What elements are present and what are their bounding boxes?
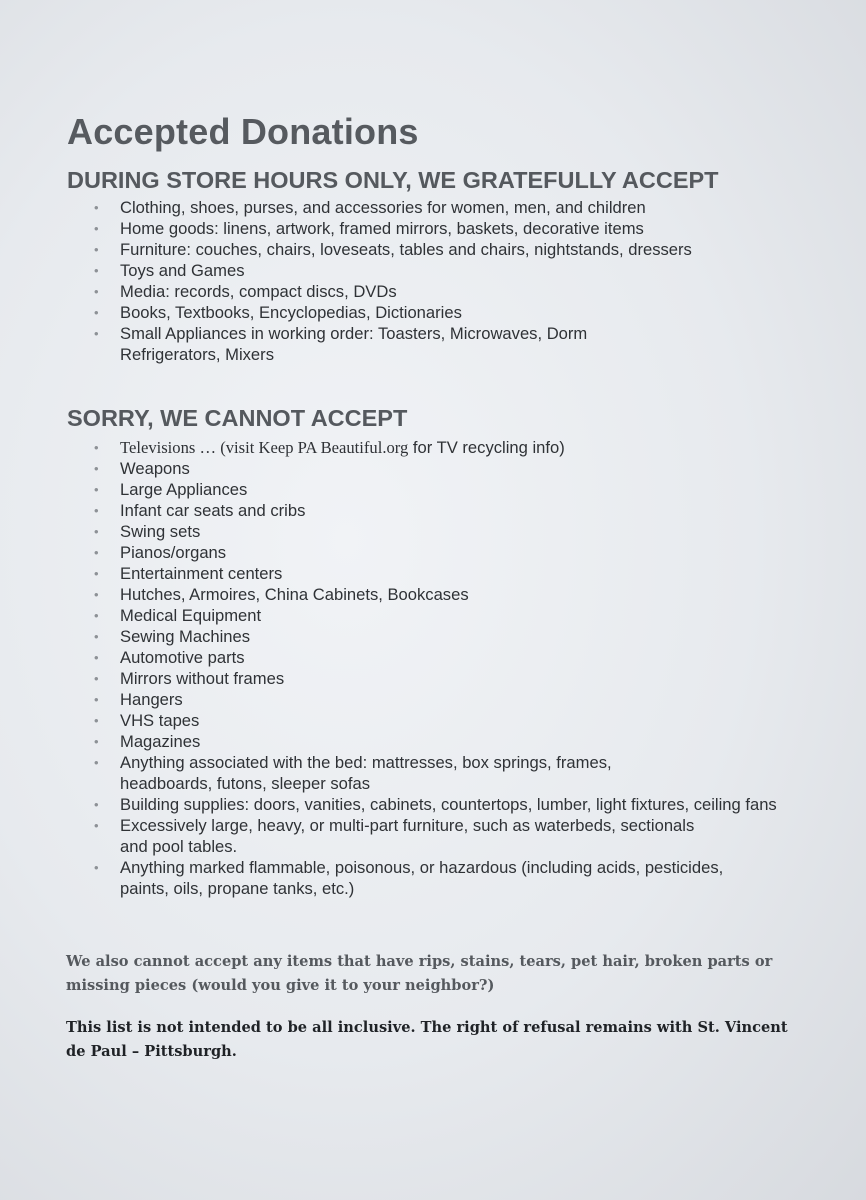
accepted-heading: DURING STORE HOURS ONLY, WE GRATEFULLY ACCEPT <box>67 167 719 193</box>
list-item: • Books, Textbooks, Encyclopedias, Dictionaries <box>94 302 794 323</box>
list-item: • Media: records, compact discs, DVDs <box>94 281 794 302</box>
page-title: Accepted Donations <box>67 111 419 152</box>
list-item: • Clothing, shoes, purses, and accessories for women, men, and children <box>94 197 794 218</box>
condition-note: We also cannot accept any items that have rips, stains, tears, pet hair, broken parts or missing pieces (would you give it to your neighbor?) <box>66 953 773 994</box>
list-item: • Automotive parts <box>94 647 794 668</box>
televisions-link-text: Televisions … (visit Keep PA Beautiful.org <box>120 438 409 457</box>
list-item: • Weapons <box>94 458 794 479</box>
list-item: • Building supplies: doors, vanities, cabinets, countertops, lumber, light fixtures, ceiling fans <box>94 794 810 815</box>
list-item: • VHS tapes <box>94 710 794 731</box>
list-item: • Hutches, Armoires, China Cabinets, Bookcases <box>94 584 794 605</box>
list-item: • Infant car seats and cribs <box>94 500 794 521</box>
list-item: • Medical Equipment <box>94 605 794 626</box>
list-item: • Magazines <box>94 731 794 752</box>
list-item: • Hangers <box>94 689 794 710</box>
list-item: • Mirrors without frames <box>94 668 794 689</box>
accepted-list <box>94 197 794 365</box>
list-item: • Home goods: linens, artwork, framed mirrors, baskets, decorative items <box>94 218 794 239</box>
list-item: • Large Appliances <box>94 479 794 500</box>
list-item: • Excessively large, heavy, or multi-part furniture, such as waterbeds, sectionals and pool tables. <box>94 815 710 857</box>
not-accepted-list <box>94 437 794 899</box>
televisions-suffix: for TV recycling info) <box>408 438 565 457</box>
list-item: • Sewing Machines <box>94 626 794 647</box>
list-item-televisions <box>94 437 794 458</box>
refusal-note: This list is not intended to be all inclusive. The right of refusal remains with St. Vincent de Paul – Pittsburgh. <box>66 1019 788 1060</box>
list-item: • Pianos/organs <box>94 542 794 563</box>
list-item: • Small Appliances in working order: Toasters, Microwaves, Dorm Refrigerators, Mixers <box>94 323 665 365</box>
list-item: • Toys and Games <box>94 260 794 281</box>
list-item: • Furniture: couches, chairs, loveseats, tables and chairs, nightstands, dressers <box>94 239 794 260</box>
not-accepted-heading: SORRY, WE CANNOT ACCEPT <box>67 405 408 431</box>
list-item: • Anything marked flammable, poisonous, or hazardous (including acids, pesticides, paints, oils, propane tanks, etc.) <box>94 857 770 899</box>
list-item: • Entertainment centers <box>94 563 794 584</box>
list-item: • Anything associated with the bed: mattresses, box springs, frames, headboards, futons, sleeper sofas <box>94 752 695 794</box>
list-item: • Swing sets <box>94 521 794 542</box>
